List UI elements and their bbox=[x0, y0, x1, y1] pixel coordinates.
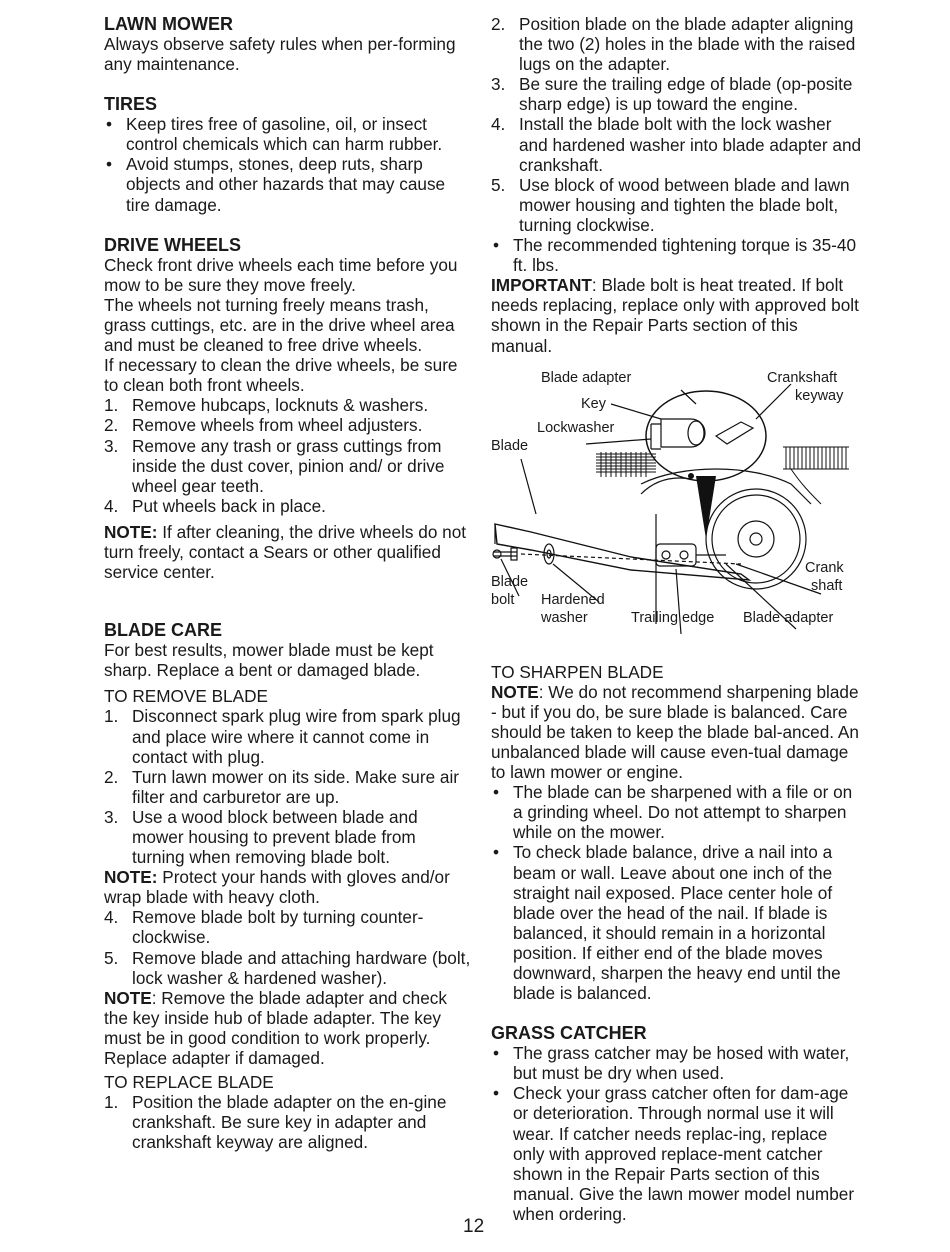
list-item: • The blade can be sharpened with a file or on a grinding wheel. Do not attempt to sharpen while on the mower. bbox=[493, 782, 853, 843]
replace-blade-steps bbox=[104, 1092, 472, 1152]
remove-blade-heading: TO REMOVE BLADE bbox=[104, 686, 268, 707]
blade-assembly-diagram bbox=[491, 364, 863, 654]
list-item: 1. Disconnect spark plug wire from spark plug and place wire where it cannot come in contact with plug. bbox=[104, 706, 461, 767]
drive-wheels-paragraph: The wheels not turning freely means trash, grass cuttings, etc. are in the drive wheel area and must be cleaned to free drive wheels. bbox=[104, 294, 455, 356]
sharpen-blade-heading: TO SHARPEN BLADE bbox=[491, 661, 664, 682]
drive-wheels-paragraph: If necessary to clean the drive wheels, be sure to clean both front wheels. bbox=[104, 355, 458, 396]
list-item: 2. Remove wheels from wheel adjusters. bbox=[104, 415, 423, 436]
blade-care-heading: BLADE CARE bbox=[104, 620, 223, 641]
label-blade-bolt: Blade bbox=[491, 573, 529, 590]
label-blade-bolt: bolt bbox=[491, 591, 515, 608]
list-item: 1. Remove hubcaps, locknuts & washers. bbox=[104, 395, 429, 416]
label-key: Key bbox=[581, 395, 606, 412]
list-item: • The recommended tightening torque is 35-40 ft. lbs. bbox=[493, 235, 857, 276]
label-lockwasher: Lockwasher bbox=[537, 419, 615, 436]
page-number: 12 bbox=[463, 1216, 485, 1237]
label-blade: Blade bbox=[491, 437, 529, 454]
list-item: • Keep tires free of gasoline, oil, or insect control chemicals which can harm rubber. bbox=[106, 114, 443, 155]
list-item: 4. Remove blade bolt by turning counter-clockwise. bbox=[104, 907, 424, 948]
list-item: 5. Remove blade and attaching hardware (bolt, lock washer & hardened washer). bbox=[104, 947, 471, 988]
list-item: • To check blade balance, drive a nail into a beam or wall. Leave about one inch of the straight nail exposed. Place center hole of blade over the head of the nail. If blade is balanced, it should remain in a horizontal position. If either end of the blade moves downward, sharpen the heavy end until the blade is balanced. bbox=[493, 842, 841, 1004]
list-item: 4. Install the blade bolt with the lock washer and hardened washer into blade adapter and crankshaft. bbox=[491, 114, 862, 175]
list-item: 2. Position blade on the blade adapter aligning the two (2) holes in the blade with the raised lugs on the adapter. bbox=[491, 14, 856, 75]
label-hardened-washer: Hardened bbox=[541, 591, 605, 608]
list-item: 4. Put wheels back in place. bbox=[104, 495, 326, 516]
list-item: 3. Use a wood block between blade and mower housing to prevent blade from turning when removing blade bolt. bbox=[104, 806, 418, 868]
label-trailing-edge: Trailing edge bbox=[631, 609, 715, 626]
list-item: 5. Use block of wood between blade and lawn mower housing and tighten the blade bolt, turning clockwise. bbox=[491, 174, 850, 235]
label-crankshaft-keyway: Crankshaft bbox=[767, 369, 838, 386]
drive-note: NOTE: If after cleaning, the drive wheels do not turn freely, contact a Sears or other qualified service center. bbox=[104, 521, 467, 583]
grass-catcher-list bbox=[491, 1043, 863, 1224]
list-item: 2. Turn lawn mower on its side. Make sure air filter and carburetor are up. bbox=[104, 766, 459, 807]
remove-blade-steps-cont bbox=[104, 907, 472, 987]
list-item: • Avoid stumps, stones, deep ruts, sharp objects and other hazards that may cause tire damage. bbox=[106, 154, 446, 215]
grass-catcher-heading: GRASS CATCHER bbox=[491, 1023, 647, 1044]
label-blade-adapter-top: Blade adapter bbox=[541, 369, 632, 386]
lawn-mower-heading: LAWN MOWER bbox=[104, 14, 233, 34]
label-crank-shaft: shaft bbox=[811, 577, 843, 594]
lawn-mower-text: Always observe safety rules when per-forming any maintenance. bbox=[104, 34, 456, 75]
label-hardened-washer: washer bbox=[541, 609, 588, 626]
adapter-note: NOTE: Remove the blade adapter and check the key inside hub of blade adapter. The key must be in good condition to work properly. Replace adapter if damaged. bbox=[104, 987, 447, 1069]
sharpen-list bbox=[491, 782, 863, 1003]
blade-care-text: For best results, mower blade must be kept sharp. Replace a bent or damaged blade. bbox=[104, 640, 434, 681]
list-item: 3. Remove any trash or grass cuttings from inside the dust cover, pinion and/ or drive wheel gear teeth. bbox=[104, 435, 445, 496]
list-item: • The grass catcher may be hosed with water, but must be dry when used. bbox=[493, 1043, 850, 1084]
remove-blade-steps bbox=[104, 706, 472, 867]
right-column bbox=[491, 14, 863, 1224]
label-blade-adapter-bottom: Blade adapter bbox=[743, 609, 834, 626]
sharpen-note: NOTE: We do not recommend sharpening blade - but if you do, be sure blade is balanced. Care should be taken to keep the blade bal-anced. An unbalanced blade will cause even-tual damage to lawn mower or engine. bbox=[491, 681, 859, 783]
tires-list bbox=[104, 114, 472, 214]
list-item: • Check your grass catcher often for dam-age or deterioration. Through normal use it will wear. If catcher needs replac-ing, replace only with approved replace-ment catcher shown in the Repair Parts section of this manual. Give the lawn mower model number when ordering. bbox=[493, 1083, 855, 1224]
list-item: 1. Position the blade adapter on the en-gine crankshaft. Be sure key in adapter and crankshaft keyway are aligned. bbox=[104, 1092, 447, 1153]
drive-wheels-paragraph: Check front drive wheels each time before you mow to be sure they move freely. bbox=[104, 254, 458, 295]
label-crankshaft-keyway: keyway bbox=[795, 387, 844, 404]
drive-wheels-steps bbox=[104, 395, 472, 516]
left-column bbox=[104, 14, 472, 1153]
replace-blade-steps-cont bbox=[491, 14, 863, 275]
tires-heading: TIRES bbox=[104, 94, 158, 115]
replace-blade-heading: TO REPLACE BLADE bbox=[104, 1072, 274, 1093]
remove-note: NOTE: Protect your hands with gloves and/or wrap blade with heavy cloth. bbox=[104, 867, 450, 908]
list-item: 3. Be sure the trailing edge of blade (op-posite sharp edge) is up toward the engine. bbox=[491, 74, 853, 115]
important-note: IMPORTANT: Blade bolt is heat treated. If bolt needs replacing, replace only with approved bolt shown in the Repair Parts section of this manual. bbox=[491, 275, 859, 356]
label-crank-shaft: Crank bbox=[805, 559, 844, 576]
drive-wheels-heading: DRIVE WHEELS bbox=[104, 234, 242, 255]
